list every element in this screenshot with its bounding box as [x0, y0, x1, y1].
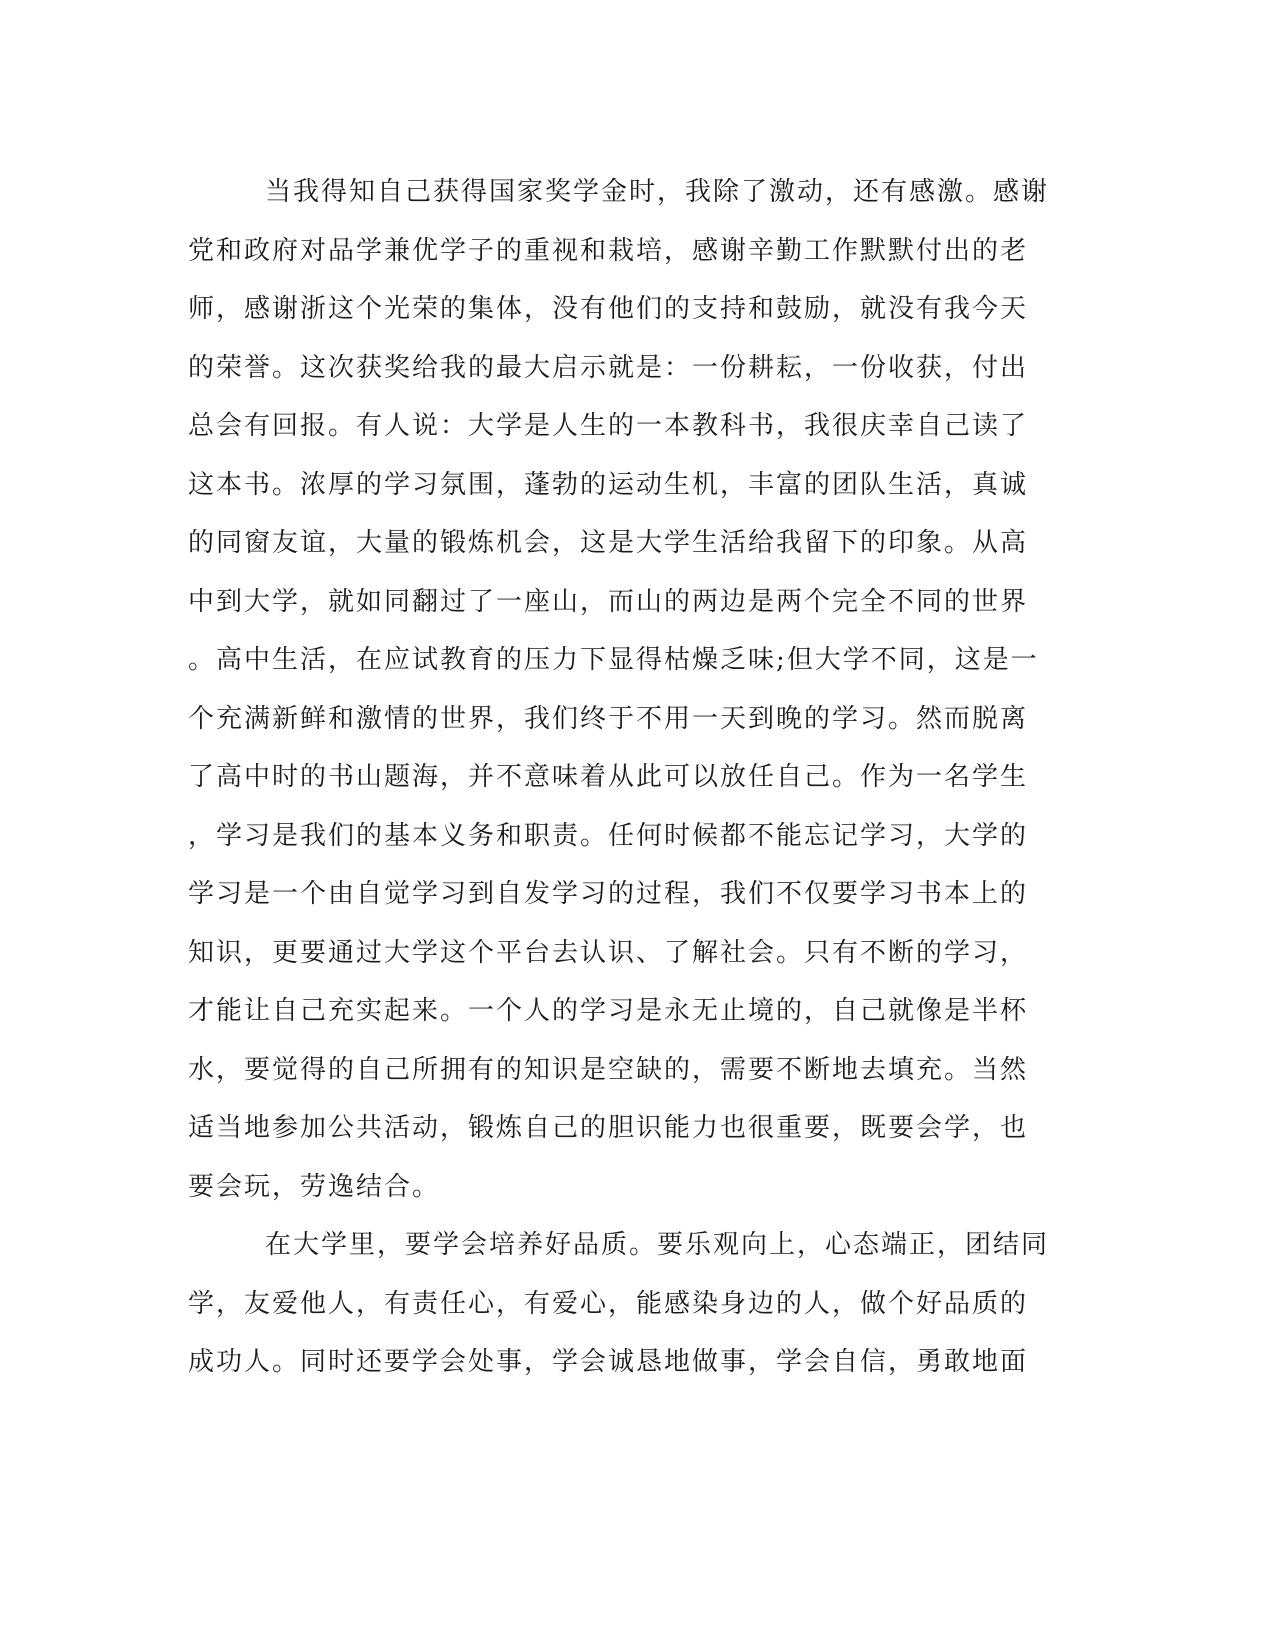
paragraph-line: 适当地参加公共活动，锻炼自己的胆识能力也很重要，既要会学，也	[188, 1113, 1029, 1143]
paragraph-line: 知识，更要通过大学这个平台去认识、了解社会。只有不断的学习，	[188, 937, 1029, 968]
paragraph-2	[188, 1216, 1068, 1392]
paragraph-line: 才能让自己充实起来。一个人的学习是永无止境的，自己就像是半杯	[188, 996, 1029, 1026]
paragraph-line: 党和政府对品学兼优学子的重视和栽培，感谢辛勤工作默默付出的老	[188, 235, 1029, 266]
paragraph-line: 中到大学，就如同翻过了一座山，而山的两边是两个完全不同的世界	[188, 586, 1029, 617]
paragraph-line: 了高中时的书山题海，并不意味着从此可以放任自己。作为一名学生	[188, 762, 1029, 792]
paragraph-line: 学习是一个由自觉学习到自发学习的过程，我们不仅要学习书本上的	[188, 879, 1029, 909]
paragraph-1	[188, 163, 1068, 1216]
paragraph-line: 。高中生活，在应试教育的压力下显得枯燥乏味;但大学不同，这是一	[188, 645, 1039, 675]
paragraph-line: 的荣誉。这次获奖给我的最大启示就是：一份耕耘，一份收获，付出	[188, 352, 1029, 383]
document-body	[188, 163, 1068, 1392]
paragraph-line: 总会有回报。有人说：大学是人生的一本教科书，我很庆幸自己读了	[188, 411, 1029, 441]
paragraph-line: 要会玩，劳逸结合。	[188, 1171, 441, 1202]
paragraph-line: 当我得知自己获得国家奖学金时，我除了激动，还有感激。感谢	[265, 177, 1050, 207]
paragraph-line: 在大学里，要学会培养好品质。要乐观向上，心态端正，团结同	[265, 1230, 1050, 1260]
paragraph-line: 这本书。浓厚的学习氛围，蓬勃的运动生机，丰富的团队生活，真诚	[188, 469, 1029, 500]
paragraph-line: 水，要觉得的自己所拥有的知识是空缺的，需要不断地去填充。当然	[188, 1054, 1029, 1085]
paragraph-line: 成功人。同时还要学会处事，学会诚恳地做事，学会自信，勇敢地面	[188, 1347, 1029, 1377]
paragraph-line: 的同窗友谊，大量的锻炼机会，这是大学生活给我留下的印象。从高	[188, 528, 1029, 558]
paragraph-line: ，学习是我们的基本义务和职责。任何时候都不能忘记学习，大学的	[188, 820, 1029, 851]
paragraph-line: 个充满新鲜和激情的世界，我们终于不用一天到晚的学习。然而脱离	[188, 703, 1029, 734]
paragraph-line: 师，感谢浙这个光荣的集体，没有他们的支持和鼓励，就没有我今天	[188, 294, 1029, 324]
paragraph-line: 学，友爱他人，有责任心，有爱心，能感染身边的人，做个好品质的	[188, 1288, 1029, 1319]
